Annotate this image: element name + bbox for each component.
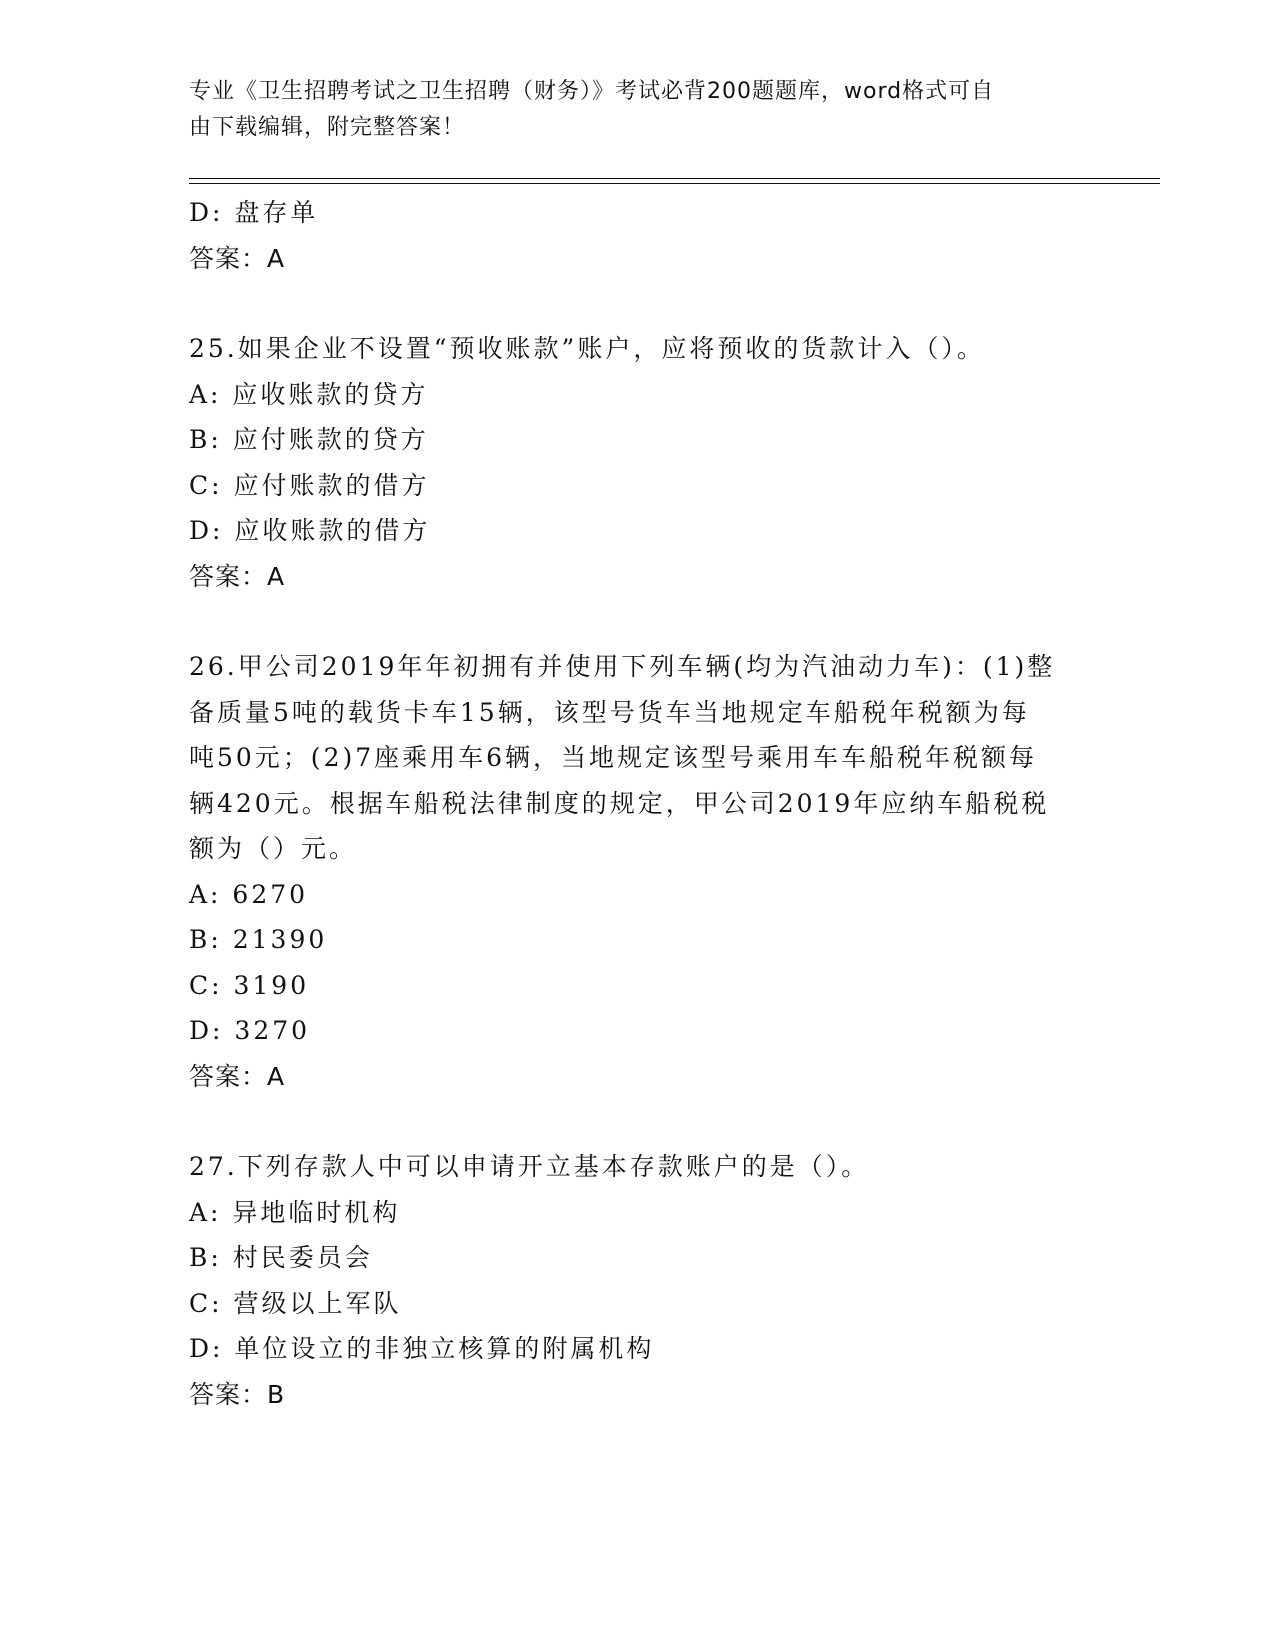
answer-line: 答案：A [189, 561, 286, 591]
question-text-line: 吨50元；(2)7座乘用车6辆，当地规定该型号乘用车车船税年税额每 [189, 743, 1038, 772]
question-text-line: 备质量5吨的载货卡车15辆，该型号货车当地规定车船税年税额为每 [189, 697, 1030, 727]
header-divider-top [189, 178, 1160, 179]
document-header [189, 74, 1089, 146]
option-c: C: 营级以上军队 [189, 1288, 402, 1318]
header-divider-bottom [189, 183, 1160, 184]
question-text: 27.下列存款人中可以申请开立基本存款账户的是（）。 [189, 1152, 870, 1181]
header-line-1: 专业《卫生招聘考试之卫生招聘（财务）》考试必背200题题库，word格式可自 [189, 79, 995, 104]
option-d: D: 3270 [189, 1016, 311, 1045]
option-b: B: 21390 [189, 925, 328, 954]
option-a: A: 6270 [189, 879, 309, 909]
header-line-2: 由下载编辑，附完整答案！ [189, 115, 466, 140]
option-d: D: 盘存单 [189, 198, 319, 227]
option-c: C: 3190 [189, 970, 310, 1000]
answer-line: 答案：B [189, 1379, 286, 1409]
carryover-block [189, 190, 1089, 281]
question-25 [189, 326, 1089, 599]
question-27 [189, 1144, 1089, 1417]
option-d: D: 应收账款的借方 [189, 516, 431, 545]
option-b: B: 村民委员会 [189, 1243, 373, 1272]
option-c: C: 应付账款的借方 [189, 470, 430, 500]
option-a: A: 异地临时机构 [189, 1197, 401, 1227]
document-body [189, 190, 1089, 1417]
question-text-line: 额为（）元。 [189, 834, 358, 863]
question-text-line: 辆420元。根据车船税法律制度的规定，甲公司2019年应纳车船税税 [189, 788, 1050, 818]
question-26 [189, 644, 1089, 1099]
option-d: D: 单位设立的非独立核算的附属机构 [189, 1334, 655, 1363]
option-a: A: 应收账款的贷方 [189, 379, 429, 409]
answer-line: 答案：A [189, 243, 286, 273]
question-text-line: 26.甲公司2019年年初拥有并使用下列车辆(均为汽油动力车)：(1)整 [189, 652, 1056, 681]
question-text: 25.如果企业不设置“预收账款”账户，应将预收的货款计入（）。 [189, 334, 985, 363]
option-b: B: 应付账款的贷方 [189, 425, 429, 454]
answer-line: 答案：A [189, 1061, 286, 1091]
